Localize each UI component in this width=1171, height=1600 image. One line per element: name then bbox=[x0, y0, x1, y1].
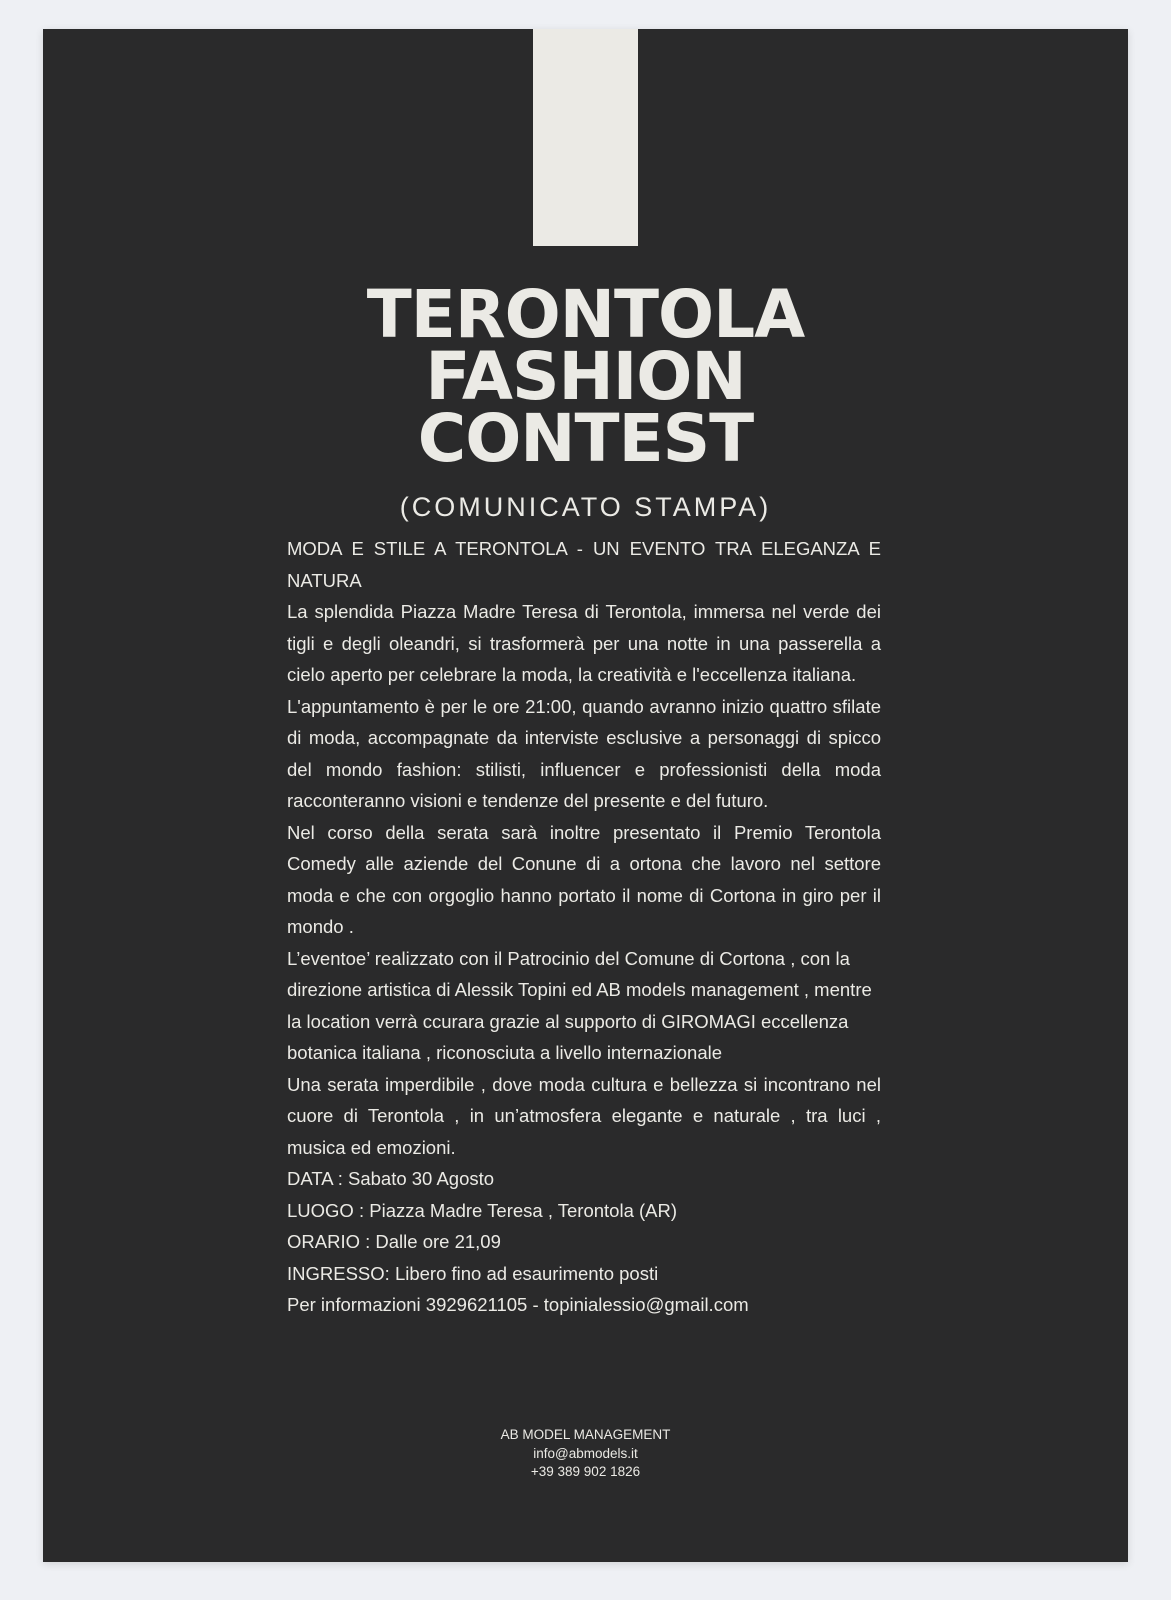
decorative-tab bbox=[533, 29, 638, 246]
paragraph-5: Una serata imperdibile , dove moda cultura e bellezza si incontrano nel cuore di Terontola , in un’atmosfera elegante e naturale , tra luci , musica ed emozioni. bbox=[287, 1073, 881, 1158]
title-line-1: TERONTOLA bbox=[366, 276, 805, 353]
footer bbox=[43, 1426, 1128, 1482]
footer-phone: +39 389 902 1826 bbox=[530, 1464, 641, 1479]
headline: MODA E STILE A TERONTOLA - UN EVENTO TRA ELEGANZA E NATURA bbox=[287, 538, 881, 591]
title-line-2: FASHION bbox=[425, 338, 746, 415]
subtitle: (COMUNICATO STAMPA) bbox=[399, 492, 772, 522]
paragraph-4: L’eventoe’ realizzato con il Patrocinio del Comune di Cortona , con la direzione artistica di Alessik Topini ed AB models management , mentre la location verrà ccurara grazie al supporto di GIROMAGI eccellenza botanica italiana , riconosciuta a livello internazionale bbox=[287, 947, 872, 1063]
detail-contact: Per informazioni 3929621105 - topinialessio@gmail.com bbox=[287, 1294, 749, 1315]
footer-company: AB MODEL MANAGEMENT bbox=[500, 1427, 671, 1442]
title-line-3: CONTEST bbox=[417, 400, 754, 477]
press-release-body bbox=[287, 533, 881, 1321]
press-release-page bbox=[43, 29, 1128, 1562]
paragraph-3: Nel corso della serata sarà inoltre presentato il Premio Terontola Comedy alle aziende del Conune di a ortona che lavoro nel settore moda e che con orgoglio hanno portato il nome di Cortona in giro per il mondo . bbox=[287, 821, 881, 937]
detail-time: ORARIO : Dalle ore 21,09 bbox=[287, 1231, 501, 1252]
paragraph-2: L'appuntamento è per le ore 21:00, quando avranno inizio quattro sfilate di moda, accompagnate da interviste esclusive a personaggi di spicco del mondo fashion: stilisti, influencer e professionisti della moda racconteranno visioni e tendenze del presente e del futuro. bbox=[287, 695, 881, 811]
event-title bbox=[43, 276, 1128, 477]
detail-entry: INGRESSO: Libero fino ad esaurimento posti bbox=[287, 1262, 659, 1284]
event-details bbox=[287, 1163, 881, 1321]
detail-location: LUOGO : Piazza Madre Teresa , Terontola (AR) bbox=[287, 1199, 678, 1221]
detail-date: DATA : Sabato 30 Agosto bbox=[287, 1168, 495, 1189]
footer-email: info@abmodels.it bbox=[533, 1445, 638, 1461]
paragraph-1: La splendida Piazza Madre Teresa di Terontola, immersa nel verde dei tigli e degli oleandri, si trasformerà per una notte in una passerella a cielo aperto per celebrare la moda, la creatività e l'eccellenza italiana. bbox=[287, 601, 881, 685]
